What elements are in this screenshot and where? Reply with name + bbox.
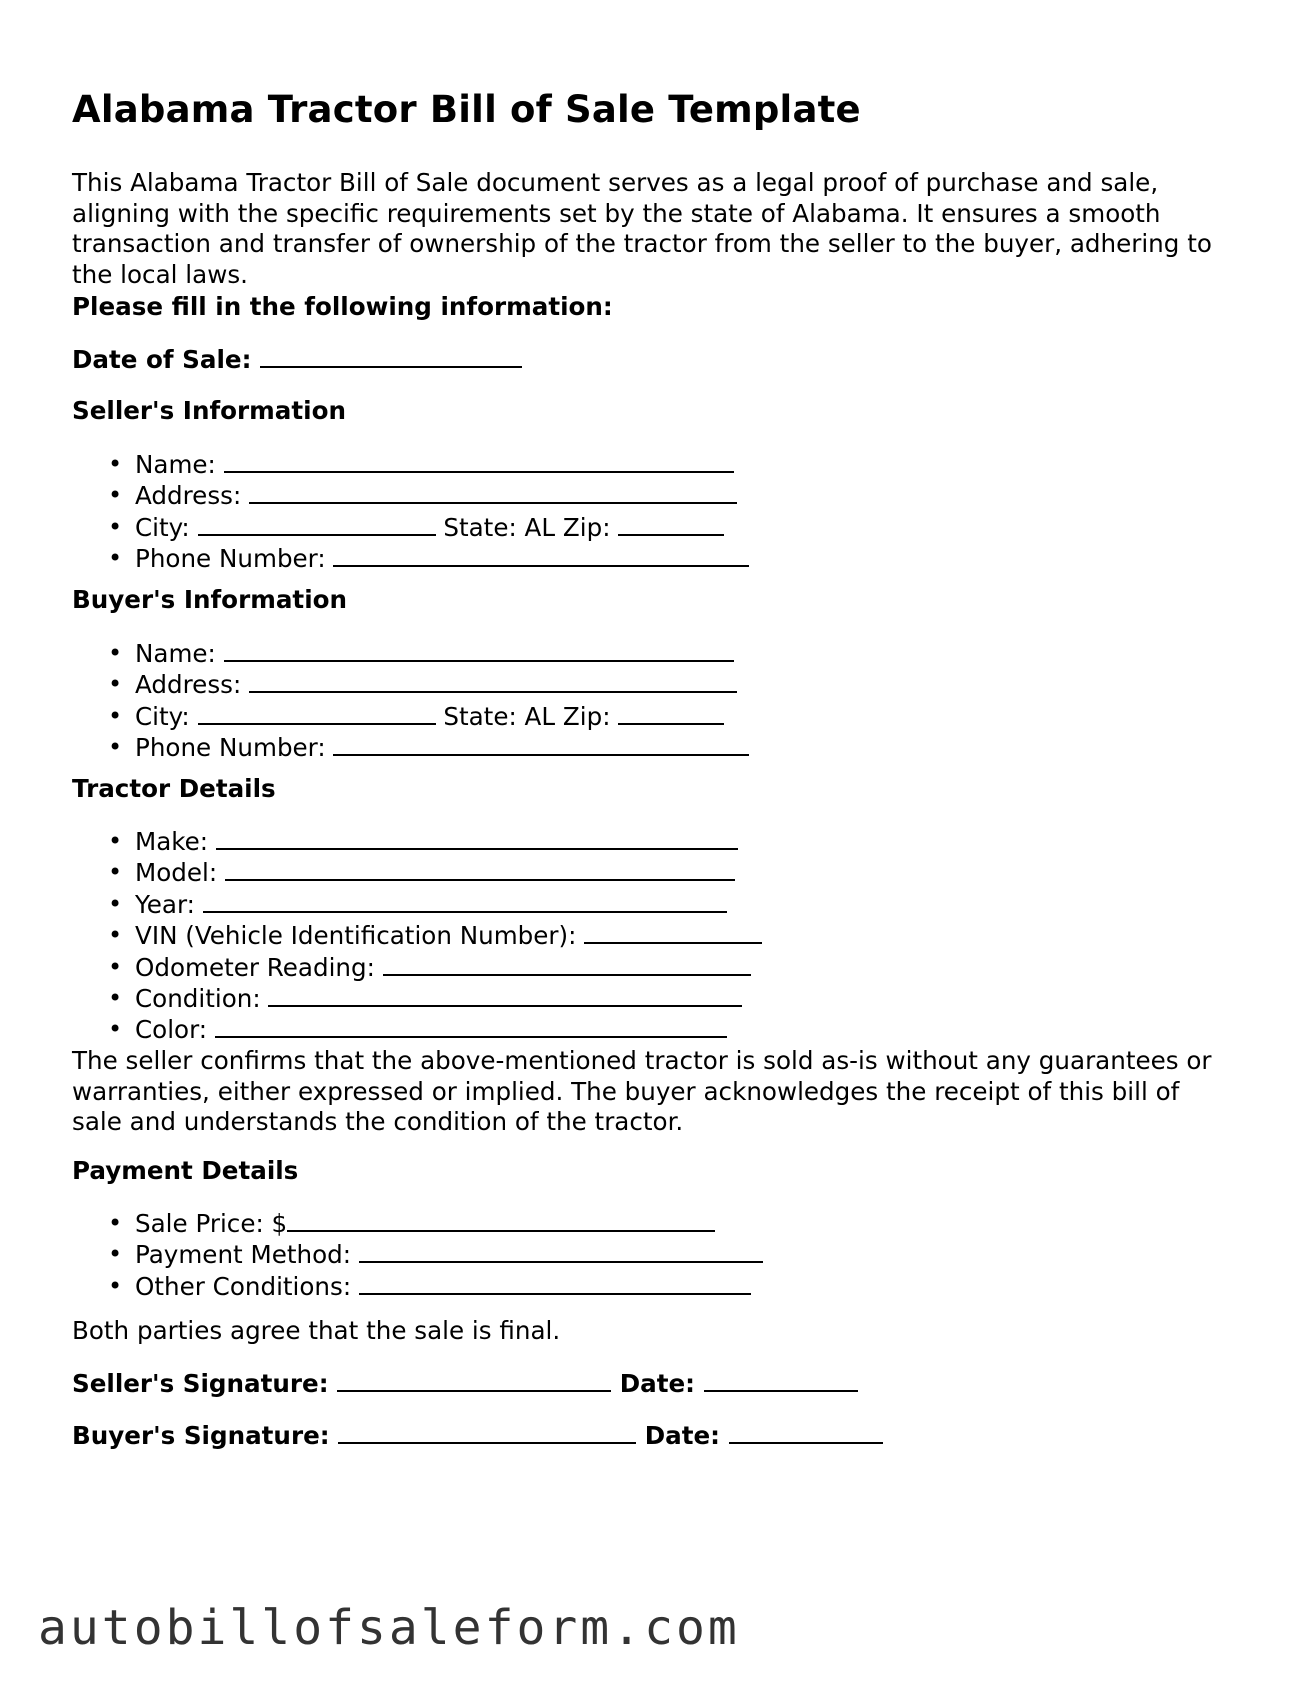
payment-heading: Payment Details bbox=[72, 1156, 299, 1185]
payment-method-label: Payment Method: bbox=[135, 1240, 352, 1270]
seller-state-label: State: AL Zip: bbox=[443, 512, 611, 542]
date-of-sale-row bbox=[72, 344, 522, 375]
buyer-phone-field[interactable] bbox=[333, 732, 749, 756]
list-item bbox=[72, 638, 749, 669]
final-statement: Both parties agree that the sale is final. bbox=[72, 1316, 561, 1345]
seller-date-field[interactable] bbox=[704, 1368, 858, 1392]
buyer-city-label: City: bbox=[135, 701, 190, 731]
seller-signature-field[interactable] bbox=[337, 1368, 611, 1392]
seller-phone-label: Phone Number: bbox=[135, 544, 326, 574]
buyer-signature-field[interactable] bbox=[338, 1420, 636, 1444]
buyer-signature-label: Buyer's Signature: bbox=[72, 1421, 330, 1450]
buyer-date-field[interactable] bbox=[729, 1420, 883, 1444]
tractor-details-list bbox=[72, 826, 762, 1046]
buyer-name-label: Name: bbox=[135, 639, 216, 668]
date-of-sale-label: Date of Sale: bbox=[72, 345, 252, 374]
tractor-model-label: Model: bbox=[135, 858, 218, 888]
list-item bbox=[72, 1271, 763, 1302]
seller-heading: Seller's Information bbox=[72, 396, 346, 425]
buyer-zip-field[interactable] bbox=[618, 701, 724, 725]
seller-date-label: Date: bbox=[619, 1369, 695, 1398]
buyer-phone-label: Phone Number: bbox=[135, 733, 326, 763]
seller-address-label: Address: bbox=[135, 481, 242, 511]
seller-address-field[interactable] bbox=[249, 480, 737, 504]
tractor-vin-field[interactable] bbox=[584, 920, 762, 944]
seller-city-field[interactable] bbox=[198, 512, 436, 536]
instruction-heading: Please fill in the following information: bbox=[72, 292, 613, 321]
date-of-sale-field[interactable] bbox=[260, 344, 522, 368]
sale-price-label: Sale Price: $ bbox=[135, 1209, 288, 1238]
tractor-color-label: Color: bbox=[135, 1015, 208, 1045]
buyer-date-label: Date: bbox=[644, 1421, 721, 1450]
tractor-condition-label: Condition: bbox=[135, 984, 261, 1014]
tractor-heading: Tractor Details bbox=[72, 774, 276, 803]
tractor-condition-field[interactable] bbox=[268, 983, 742, 1007]
tractor-odometer-label: Odometer Reading: bbox=[135, 952, 375, 982]
list-item bbox=[72, 920, 762, 951]
seller-signature-row bbox=[72, 1368, 858, 1399]
list-item bbox=[72, 1208, 763, 1239]
seller-phone-field[interactable] bbox=[333, 543, 749, 567]
watermark: autobillofsaleform.com bbox=[38, 1600, 740, 1656]
page-title: Alabama Tractor Bill of Sale Template bbox=[72, 88, 861, 131]
buyer-city-field[interactable] bbox=[198, 701, 436, 725]
tractor-model-field[interactable] bbox=[225, 857, 735, 881]
list-item bbox=[72, 512, 749, 543]
list-item bbox=[72, 732, 749, 763]
list-item bbox=[72, 543, 749, 574]
tractor-make-label: Make: bbox=[135, 827, 209, 856]
list-item bbox=[72, 889, 762, 920]
tractor-year-label: Year: bbox=[135, 889, 195, 919]
list-item bbox=[72, 449, 749, 480]
seller-name-field[interactable] bbox=[224, 449, 734, 473]
payment-method-field[interactable] bbox=[359, 1239, 763, 1263]
tractor-odometer-field[interactable] bbox=[383, 952, 751, 976]
payment-details-list bbox=[72, 1208, 763, 1302]
seller-name-label: Name: bbox=[135, 450, 216, 479]
list-item bbox=[72, 826, 762, 857]
tractor-color-field[interactable] bbox=[215, 1014, 727, 1038]
list-item bbox=[72, 857, 762, 888]
tractor-make-field[interactable] bbox=[216, 826, 738, 850]
buyer-heading: Buyer's Information bbox=[72, 585, 348, 614]
intro-paragraph: This Alabama Tractor Bill of Sale document serves as a legal proof of purchase and sale, aligning with the specific requirements set by the state of Alabama. It ensures a smooth transaction and transfer of ownership of the tractor from the seller to the buyer, adhering to the local laws. bbox=[72, 168, 1212, 289]
tractor-vin-label: VIN (Vehicle Identification Number): bbox=[135, 921, 577, 951]
buyer-address-label: Address: bbox=[135, 670, 242, 700]
buyer-state-label: State: AL Zip: bbox=[443, 701, 611, 731]
buyer-name-field[interactable] bbox=[224, 638, 734, 662]
seller-info-list bbox=[72, 449, 749, 575]
list-item bbox=[72, 983, 762, 1014]
list-item bbox=[72, 1239, 763, 1270]
list-item bbox=[72, 701, 749, 732]
list-item bbox=[72, 669, 749, 700]
list-item bbox=[72, 480, 749, 511]
buyer-signature-row bbox=[72, 1420, 883, 1451]
buyer-address-field[interactable] bbox=[249, 669, 737, 693]
as-is-statement: The seller confirms that the above-mentioned tractor is sold as-is without any guarantees or warranties, either expressed or implied. The buyer acknowledges the receipt of this bill of sale and understands the condition of the tractor. bbox=[72, 1046, 1212, 1136]
sale-price-field[interactable] bbox=[287, 1208, 715, 1232]
tractor-year-field[interactable] bbox=[203, 889, 727, 913]
other-conditions-label: Other Conditions: bbox=[135, 1271, 352, 1301]
seller-signature-label: Seller's Signature: bbox=[72, 1369, 329, 1398]
seller-city-label: City: bbox=[135, 512, 190, 542]
list-item bbox=[72, 952, 762, 983]
buyer-info-list bbox=[72, 638, 749, 764]
other-conditions-field[interactable] bbox=[359, 1271, 751, 1295]
seller-zip-field[interactable] bbox=[618, 512, 724, 536]
list-item bbox=[72, 1014, 762, 1045]
